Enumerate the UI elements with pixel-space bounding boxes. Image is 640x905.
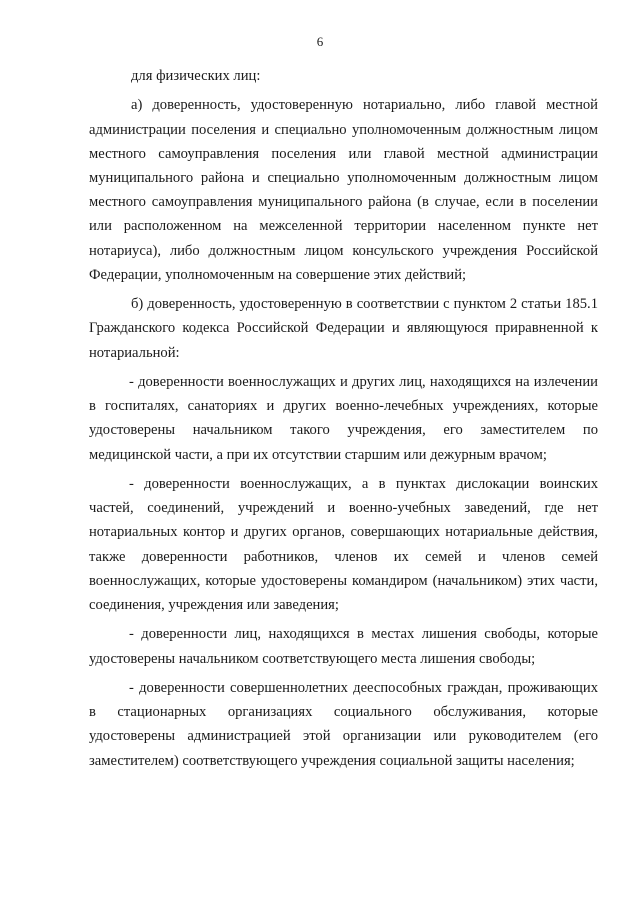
document-body xyxy=(89,64,598,778)
list-item-military-units: - доверенности военнослужащих, а в пунктах дислокации воинских частей, соединений, учреждений и военно-учебных заведений, где нет нотариальных контор и других органов, совершающих нотариальные действия, также доверенности работников, членов их семей и членов семей военнослужащих, которые удостоверены командиром (начальником) этих части, соединения, учреждения или заведения; xyxy=(89,476,598,614)
list-item-military-hospital: - доверенности военнослужащих и других лиц, находящихся на излечении в госпиталях, санаториях и других военно-лечебных учреждениях, которые удостоверены начальником такого учреждения, его заместителем по медицинской части, а при их отсутствии старшим или дежурным врачом; xyxy=(89,374,598,463)
list-item-social-care: - доверенности совершеннолетних дееспособных граждан, проживающих в стационарных организациях социального обслуживания, которые удостоверены администрацией этой организации или руководителем (его заместителем) соответствующего учреждения социальной защиты населения; xyxy=(89,680,598,769)
paragraph-item-a: а) доверенность, удостоверенную нотариально, либо главой местной администрации поселения и специально уполномоченным должностным лицом местного самоуправления поселения или главой местной администрации муниципального района и специально уполномоченным должностным лицом местного самоуправления муниципального района (в случае, если в поселении или расположенном на межселенной территории населенном пункте нет нотариуса), либо должностным лицом консульского учреждения Российской Федерации, уполномоченным на совершение этих действий; xyxy=(89,97,598,283)
list-item-detention: - доверенности лиц, находящихся в местах лишения свободы, которые удостоверены начальником соответствующего места лишения свободы; xyxy=(89,626,598,667)
paragraph-item-b: б) доверенность, удостоверенную в соответствии с пунктом 2 статьи 185.1 Гражданского кодекса Российской Федерации и являющуюся приравненной к нотариальной: xyxy=(89,296,598,361)
page-number: 6 xyxy=(316,34,324,49)
paragraph-intro: для физических лиц: xyxy=(131,68,261,84)
